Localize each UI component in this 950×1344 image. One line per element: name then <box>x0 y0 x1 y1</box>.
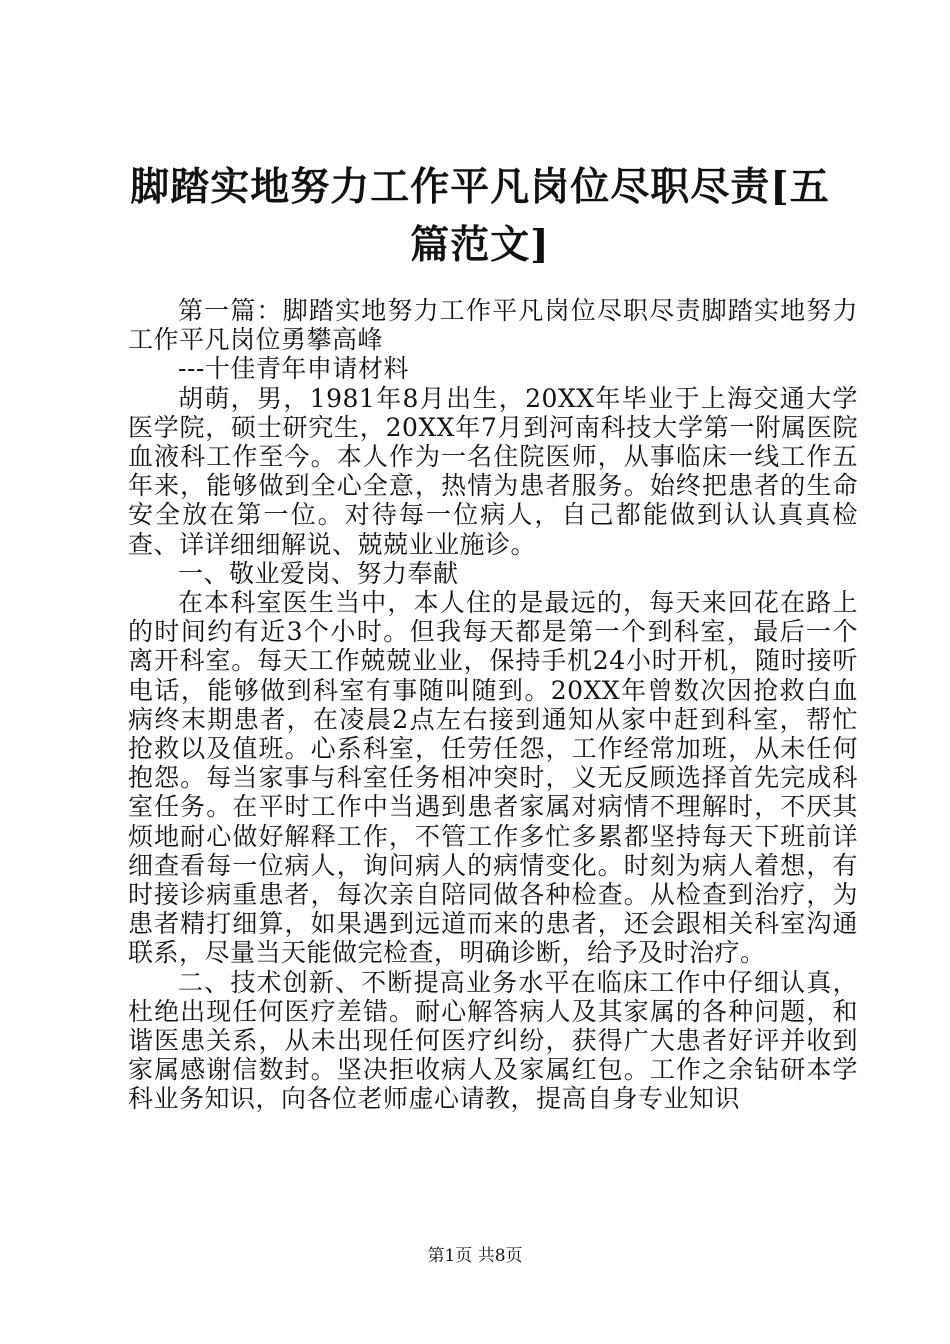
paragraph-dedication: 在本科室医生当中，本人住的是最远的，每天来回花在路上的时间约有近3个小时。但我每天都是第一个到科室，最后一个离开科室。每天工作兢兢业业，保持手机24小时开机，随时接听电话，能够做到科室有事随叫随到。20XX年曾数次因抢救白血病终末期患者，在凌晨2点左右接到通知从家中赶到科室，帮忙抢救以及值班。心系科室，任劳任怨，工作经常加班，从未任何抱怨。每当家事与科室任务相冲突时，义无反顾选择首先完成科室任务。在平时工作中当遇到患者家属对病情不理解时，不厌其烦地耐心做好解释工作，不管工作多忙多累都坚持每天下班前详细查看每一位病人，询问病人的病情变化。时刻为病人着想，有时接诊病重患者，每次亲自陪同做各种检查。从检查到治疗，为患者精打细算，如果遇到远道而来的患者，还会跟相关科室沟通联系，尽量当天能做完检查，明确诊断，给予及时治疗。 <box>128 588 858 968</box>
paragraph-chapter-heading: 第一篇：脚踏实地努力工作平凡岗位尽职尽责脚踏实地努力工作平凡岗位勇攀高峰 <box>128 296 858 355</box>
document-body <box>128 296 858 1114</box>
paragraph-innovation: 二、技术创新、不断提高业务水平在临床工作中仔细认真，杜绝出现任何医疗差错。耐心解答病人及其家属的各种问题，和谐医患关系，从未出现任何医疗纠纷，获得广大患者好评并收到家属感谢信数封。坚决拒收病人及家属红包。工作之余钻研本学科业务知识，向各位老师虚心请教，提高自身专业知识 <box>128 967 858 1114</box>
paragraph-subtitle: ---十佳青年申请材料 <box>178 354 409 384</box>
document-title: 脚踏实地努力工作平凡岗位尽职尽责[五篇范文] <box>130 164 830 268</box>
page-number-footer: 第1页 共8页 <box>427 1246 523 1266</box>
paragraph-introduction: 胡萌，男，1981年8月出生，20XX年毕业于上海交通大学医学院，硕士研究生，20XX年7月到河南科技大学第一附属医院血液科工作至今。本人作为一名住院医师，从事临床一线工作五年来，能够做到全心全意，热情为患者服务。始终把患者的生命安全放在第一位。对待每一位病人，自己都能做到认认真真检查、详详细细解说、兢兢业业施诊。 <box>128 383 858 559</box>
section-heading-dedication: 一、敬业爱岗、努力奉献 <box>178 558 459 588</box>
